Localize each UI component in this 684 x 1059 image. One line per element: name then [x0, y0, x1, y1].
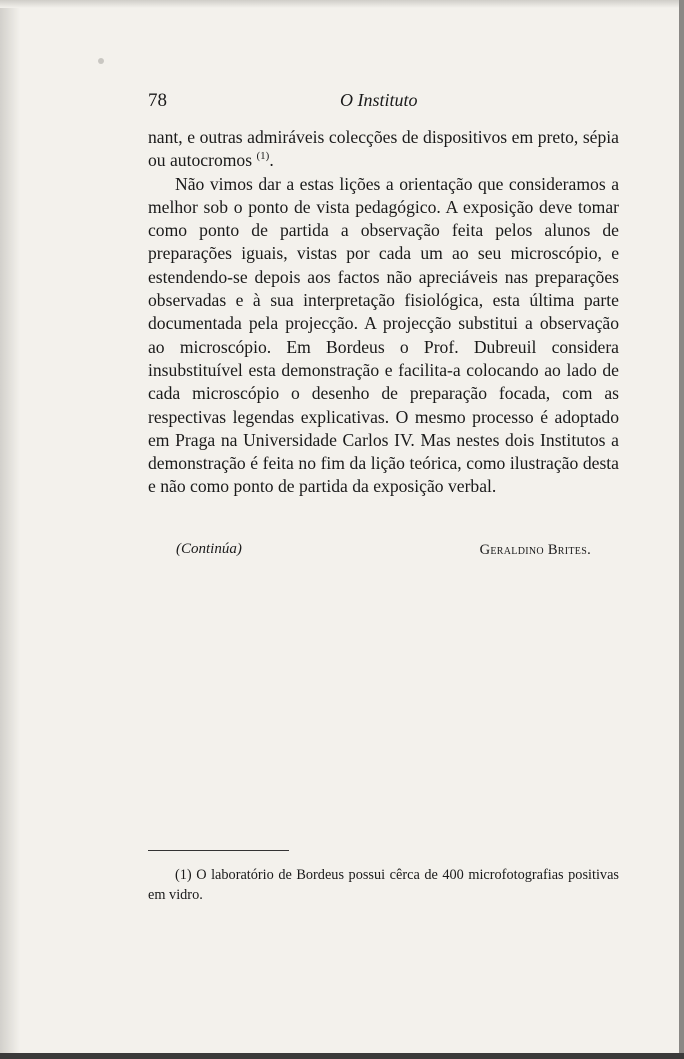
paragraph: Não vimos dar a estas lições a orientação que consideramos a melhor sob o ponto de vista pedagógico. A exposição deve tomar como ponto de partida a observação feita pelos alunos de preparações iguais, vistas por cada um ao seu microscópio, e estendendo-se depois aos factos não apreciáveis nas preparações observadas e à sua interpretação fisiológica, esta última parte documentada pela projecção. A projecção substitui a observação ao microscópio. Em Bordeus o Prof. Dubreuil considera insubstituível esta demonstração e facilita-a colocando ao lado de cada microscópio o desenho de preparação focada, com as respectivas legendas explicativas. O mesmo processo é adoptado em Praga na Universidade Carlos IV. Mas nestes dois Institutos a demonstração é feita no fim da lição teórica, como ilustração desta e não como ponto de partida da exposição verbal.	[148, 173, 619, 497]
page-right-edge	[679, 0, 684, 1059]
paper-spot	[98, 58, 104, 64]
page-header	[148, 90, 618, 118]
signature-row	[176, 541, 619, 563]
main-text	[148, 126, 619, 499]
footnote-paragraph	[148, 865, 619, 905]
page-top-edge	[0, 0, 684, 8]
running-title: O Instituto	[340, 90, 418, 110]
paragraph-continuation	[148, 126, 619, 173]
author-signature: Geraldino Brites.	[479, 542, 591, 558]
page-number: 78	[148, 90, 167, 111]
footnote-reference: (1)	[256, 150, 270, 163]
page-bottom-edge	[0, 1053, 684, 1059]
footnote-divider	[148, 850, 289, 851]
paragraph-continuation-end: .	[269, 150, 274, 171]
footnote	[148, 865, 619, 905]
footnote-text: O laboratório de Bordeus possui cêrca de 400 microfotografias positivas em vidro.	[148, 867, 619, 903]
paragraph-continuation-text: nant, e outras admiráveis colecções de dispositivos em preto, sépia ou autocromos	[148, 127, 619, 171]
footnote-marker: (1)	[175, 867, 192, 883]
continued-note: (Continúa)	[176, 541, 242, 557]
page-gutter-shadow	[0, 0, 20, 1059]
